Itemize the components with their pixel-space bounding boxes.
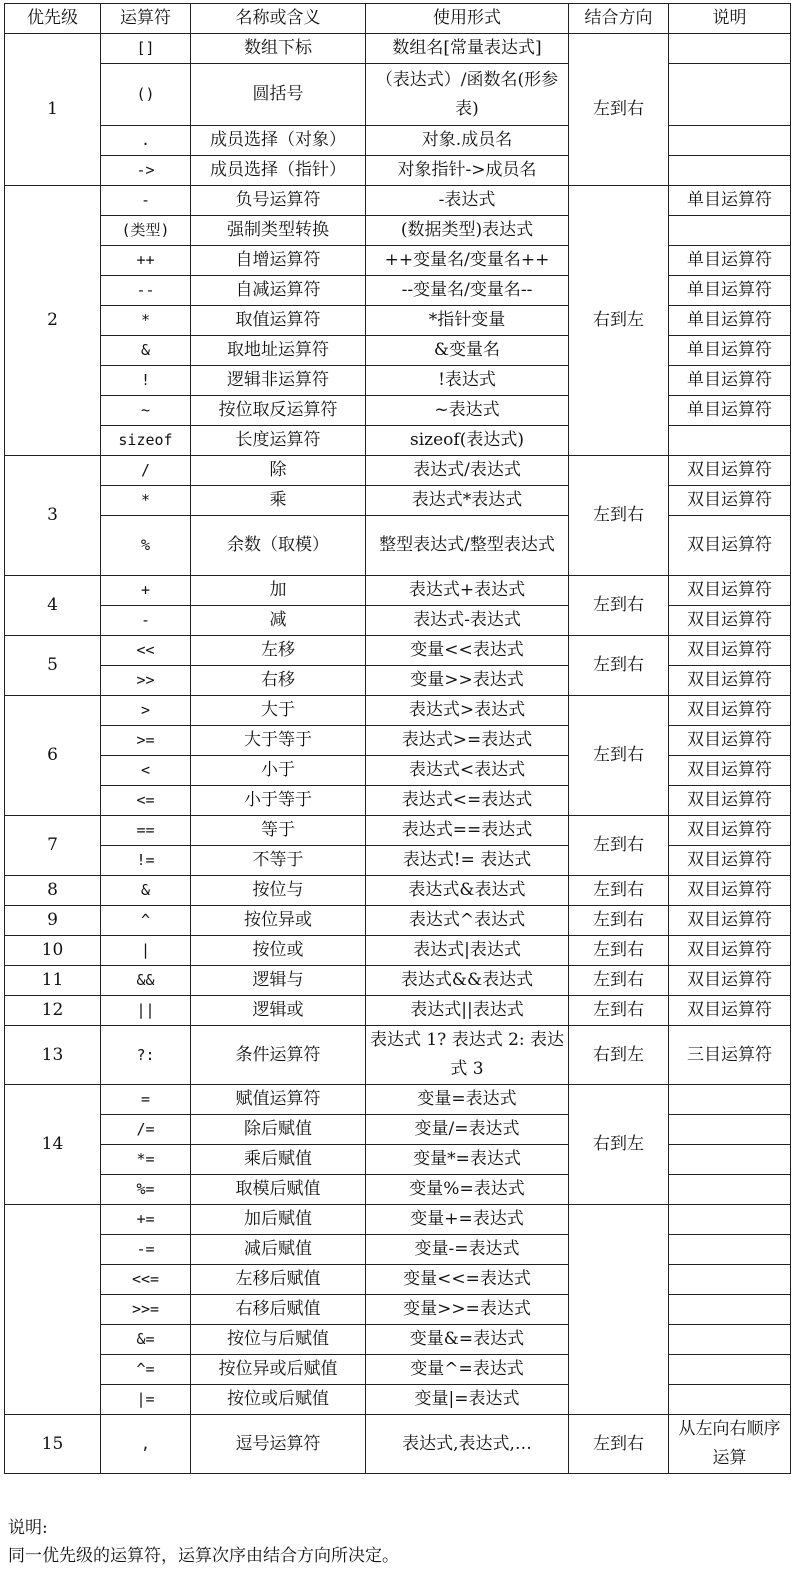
associativity-cell: 左到右 xyxy=(569,936,669,966)
name-cell: 数组下标 xyxy=(191,34,366,64)
table-row xyxy=(5,1265,791,1295)
priority-cell: 13 xyxy=(5,1026,101,1085)
description-cell: 单目运算符 xyxy=(669,366,791,396)
priority-cell: 9 xyxy=(5,906,101,936)
operator-cell: >> xyxy=(101,666,191,696)
table-row xyxy=(5,1085,791,1115)
operator-precedence-table xyxy=(4,3,791,1474)
usage-cell: ~表达式 xyxy=(366,396,569,426)
associativity-cell: 左到右 xyxy=(569,576,669,636)
operator-cell: [] xyxy=(101,34,191,64)
header-name: 名称或含义 xyxy=(191,4,366,34)
associativity-cell: 左到右 xyxy=(569,456,669,576)
usage-cell: -表达式 xyxy=(366,186,569,216)
table-row xyxy=(5,606,791,636)
priority-cell xyxy=(5,1205,101,1415)
description-cell: 三目运算符 xyxy=(669,1026,791,1085)
operator-cell: -= xyxy=(101,1235,191,1265)
usage-cell: 整型表达式/整型表达式 xyxy=(366,516,569,576)
name-cell: 逻辑与 xyxy=(191,966,366,996)
description-cell xyxy=(669,156,791,186)
operator-cell: *= xyxy=(101,1145,191,1175)
operator-cell: + xyxy=(101,576,191,606)
name-cell: 小于等于 xyxy=(191,786,366,816)
operator-cell: += xyxy=(101,1205,191,1235)
table-row xyxy=(5,306,791,336)
usage-cell: *指针变量 xyxy=(366,306,569,336)
priority-cell: 10 xyxy=(5,936,101,966)
usage-cell: 表达式&表达式 xyxy=(366,876,569,906)
priority-cell: 3 xyxy=(5,456,101,576)
associativity-cell: 右到左 xyxy=(569,1026,669,1085)
name-cell: 逻辑或 xyxy=(191,996,366,1026)
operator-cell: . xyxy=(101,126,191,156)
operator-cell: << xyxy=(101,636,191,666)
usage-cell: 变量/=表达式 xyxy=(366,1115,569,1145)
associativity-cell: 左到右 xyxy=(569,906,669,936)
table-row xyxy=(5,1205,791,1235)
operator-cell: > xyxy=(101,696,191,726)
associativity-cell: 左到右 xyxy=(569,696,669,816)
name-cell: 大于 xyxy=(191,696,366,726)
priority-cell: 15 xyxy=(5,1415,101,1474)
operator-cell: & xyxy=(101,336,191,366)
description-cell: 从左向右顺序运算 xyxy=(669,1415,791,1474)
name-cell: 大于等于 xyxy=(191,726,366,756)
description-cell xyxy=(669,1115,791,1145)
name-cell: 除 xyxy=(191,456,366,486)
description-cell xyxy=(669,64,791,126)
name-cell: 按位异或后赋值 xyxy=(191,1355,366,1385)
table-row xyxy=(5,636,791,666)
operator-cell: * xyxy=(101,306,191,336)
name-cell: 逻辑非运算符 xyxy=(191,366,366,396)
usage-cell: sizeof(表达式) xyxy=(366,426,569,456)
name-cell: 不等于 xyxy=(191,846,366,876)
name-cell: 按位与后赋值 xyxy=(191,1325,366,1355)
name-cell: 自减运算符 xyxy=(191,276,366,306)
usage-cell: 变量<<=表达式 xyxy=(366,1265,569,1295)
table-row xyxy=(5,1295,791,1325)
name-cell: 负号运算符 xyxy=(191,186,366,216)
operator-cell: -- xyxy=(101,276,191,306)
operator-cell: ~ xyxy=(101,396,191,426)
header-usage: 使用形式 xyxy=(366,4,569,34)
operator-cell: || xyxy=(101,996,191,1026)
usage-cell: 变量%=表达式 xyxy=(366,1175,569,1205)
operator-cell: * xyxy=(101,486,191,516)
associativity-cell: 右到左 xyxy=(569,1085,669,1205)
priority-cell: 14 xyxy=(5,1085,101,1205)
table-row xyxy=(5,126,791,156)
table-row xyxy=(5,516,791,576)
name-cell: 除后赋值 xyxy=(191,1115,366,1145)
priority-cell: 4 xyxy=(5,576,101,636)
description-cell: 双目运算符 xyxy=(669,726,791,756)
operator-cell: ++ xyxy=(101,246,191,276)
table-row xyxy=(5,846,791,876)
usage-cell: 变量=表达式 xyxy=(366,1085,569,1115)
header-operator: 运算符 xyxy=(101,4,191,34)
associativity-cell xyxy=(569,1205,669,1415)
operator-cell: &= xyxy=(101,1325,191,1355)
description-cell: 双目运算符 xyxy=(669,516,791,576)
description-cell: 双目运算符 xyxy=(669,756,791,786)
usage-cell: 对象.成员名 xyxy=(366,126,569,156)
table-row xyxy=(5,1235,791,1265)
description-cell xyxy=(669,126,791,156)
description-cell xyxy=(669,1175,791,1205)
description-cell: 双目运算符 xyxy=(669,936,791,966)
name-cell: 取值运算符 xyxy=(191,306,366,336)
usage-cell: 变量-=表达式 xyxy=(366,1235,569,1265)
table-row xyxy=(5,756,791,786)
description-cell xyxy=(669,426,791,456)
operator-cell: - xyxy=(101,186,191,216)
description-cell: 双目运算符 xyxy=(669,666,791,696)
table-row xyxy=(5,1145,791,1175)
usage-cell: 表达式>表达式 xyxy=(366,696,569,726)
operator-cell: - xyxy=(101,606,191,636)
operator-cell: ! xyxy=(101,366,191,396)
name-cell: 乘 xyxy=(191,486,366,516)
description-cell: 双目运算符 xyxy=(669,786,791,816)
operator-cell: % xyxy=(101,516,191,576)
operator-cell: >= xyxy=(101,726,191,756)
associativity-cell: 左到右 xyxy=(569,816,669,876)
description-cell: 单目运算符 xyxy=(669,306,791,336)
operator-cell: ^= xyxy=(101,1355,191,1385)
description-cell: 双目运算符 xyxy=(669,456,791,486)
name-cell: 右移后赋值 xyxy=(191,1295,366,1325)
description-cell xyxy=(669,1085,791,1115)
name-cell: 取地址运算符 xyxy=(191,336,366,366)
name-cell: 加后赋值 xyxy=(191,1205,366,1235)
priority-cell: 6 xyxy=(5,696,101,816)
description-cell: 双目运算符 xyxy=(669,486,791,516)
table-row xyxy=(5,34,791,64)
operator-cell: sizeof xyxy=(101,426,191,456)
description-cell xyxy=(669,1235,791,1265)
usage-cell: 表达式>=表达式 xyxy=(366,726,569,756)
description-cell: 双目运算符 xyxy=(669,816,791,846)
description-cell xyxy=(669,1205,791,1235)
table-row xyxy=(5,726,791,756)
priority-cell: 8 xyxy=(5,876,101,906)
operator-cell: () xyxy=(101,64,191,126)
usage-cell: 表达式||表达式 xyxy=(366,996,569,1026)
usage-cell: 表达式==表达式 xyxy=(366,816,569,846)
table-row xyxy=(5,1415,791,1474)
description-cell: 双目运算符 xyxy=(669,846,791,876)
associativity-cell: 左到右 xyxy=(569,966,669,996)
description-cell: 双目运算符 xyxy=(669,876,791,906)
usage-cell: 变量+=表达式 xyxy=(366,1205,569,1235)
name-cell: 按位或后赋值 xyxy=(191,1385,366,1415)
header-description: 说明 xyxy=(669,4,791,34)
operator-cell: >>= xyxy=(101,1295,191,1325)
operator-cell: /= xyxy=(101,1115,191,1145)
name-cell: 按位或 xyxy=(191,936,366,966)
description-cell: 单目运算符 xyxy=(669,186,791,216)
table-row xyxy=(5,456,791,486)
table-row xyxy=(5,336,791,366)
table-row xyxy=(5,1026,791,1085)
description-cell xyxy=(669,1295,791,1325)
usage-cell: 表达式+表达式 xyxy=(366,576,569,606)
header-row xyxy=(5,4,791,34)
table-row xyxy=(5,966,791,996)
usage-cell: 变量<<表达式 xyxy=(366,636,569,666)
usage-cell: 表达式<=表达式 xyxy=(366,786,569,816)
name-cell: 成员选择（对象） xyxy=(191,126,366,156)
description-cell: 双目运算符 xyxy=(669,696,791,726)
operator-cell: <<= xyxy=(101,1265,191,1295)
operator-cell: < xyxy=(101,756,191,786)
description-cell xyxy=(669,216,791,246)
table-row xyxy=(5,996,791,1026)
table-row xyxy=(5,1325,791,1355)
associativity-cell: 左到右 xyxy=(569,876,669,906)
usage-cell: 表达式^表达式 xyxy=(366,906,569,936)
name-cell: 减后赋值 xyxy=(191,1235,366,1265)
table-row xyxy=(5,816,791,846)
name-cell: 左移后赋值 xyxy=(191,1265,366,1295)
footer-text: 同一优先级的运算符，运算次序由结合方向所决定。 xyxy=(8,1546,399,1566)
usage-cell: 变量>>=表达式 xyxy=(366,1295,569,1325)
table-row xyxy=(5,1175,791,1205)
associativity-cell: 左到右 xyxy=(569,636,669,696)
table-row xyxy=(5,936,791,966)
table-row xyxy=(5,276,791,306)
description-cell: 单目运算符 xyxy=(669,276,791,306)
name-cell: 右移 xyxy=(191,666,366,696)
name-cell: 乘后赋值 xyxy=(191,1145,366,1175)
associativity-cell: 右到左 xyxy=(569,186,669,456)
associativity-cell: 左到右 xyxy=(569,996,669,1026)
priority-cell: 12 xyxy=(5,996,101,1026)
footer-heading: 说明: xyxy=(8,1518,48,1538)
table-row xyxy=(5,786,791,816)
usage-cell: （表达式）/函数名(形参表) xyxy=(366,64,569,126)
table-row xyxy=(5,366,791,396)
table-row xyxy=(5,216,791,246)
description-cell: 双目运算符 xyxy=(669,606,791,636)
name-cell: 取模后赋值 xyxy=(191,1175,366,1205)
description-cell: 双目运算符 xyxy=(669,996,791,1026)
operator-cell: <= xyxy=(101,786,191,816)
operator-cell: (类型) xyxy=(101,216,191,246)
name-cell: 减 xyxy=(191,606,366,636)
table-row xyxy=(5,246,791,276)
usage-cell: 表达式 1? 表达式 2: 表达式 3 xyxy=(366,1026,569,1085)
usage-cell: 变量^=表达式 xyxy=(366,1355,569,1385)
name-cell: 逗号运算符 xyxy=(191,1415,366,1474)
name-cell: 赋值运算符 xyxy=(191,1085,366,1115)
header-associativity: 结合方向 xyxy=(569,4,669,34)
priority-cell: 5 xyxy=(5,636,101,696)
usage-cell: 变量&=表达式 xyxy=(366,1325,569,1355)
description-cell: 单目运算符 xyxy=(669,396,791,426)
usage-cell: ++变量名/变量名++ xyxy=(366,246,569,276)
operator-cell: | xyxy=(101,936,191,966)
usage-cell: --变量名/变量名-- xyxy=(366,276,569,306)
description-cell: 单目运算符 xyxy=(669,246,791,276)
operator-cell: -> xyxy=(101,156,191,186)
description-cell xyxy=(669,1325,791,1355)
table-row xyxy=(5,156,791,186)
operator-cell: %= xyxy=(101,1175,191,1205)
operator-cell: , xyxy=(101,1415,191,1474)
usage-cell: 对象指针->成员名 xyxy=(366,156,569,186)
usage-cell: 表达式&&表达式 xyxy=(366,966,569,996)
associativity-cell: 左到右 xyxy=(569,34,669,186)
table-row xyxy=(5,1355,791,1385)
usage-cell: (数据类型)表达式 xyxy=(366,216,569,246)
table-row xyxy=(5,876,791,906)
operator-cell: != xyxy=(101,846,191,876)
name-cell: 成员选择（指针） xyxy=(191,156,366,186)
table-row xyxy=(5,186,791,216)
operator-cell: = xyxy=(101,1085,191,1115)
usage-cell: 数组名[常量表达式] xyxy=(366,34,569,64)
name-cell: 加 xyxy=(191,576,366,606)
table-body xyxy=(5,34,791,1474)
description-cell: 双目运算符 xyxy=(669,966,791,996)
usage-cell: 表达式<表达式 xyxy=(366,756,569,786)
usage-cell: &变量名 xyxy=(366,336,569,366)
name-cell: 条件运算符 xyxy=(191,1026,366,1085)
name-cell: 左移 xyxy=(191,636,366,666)
description-cell xyxy=(669,1145,791,1175)
table-row xyxy=(5,1385,791,1415)
operator-cell: ?: xyxy=(101,1026,191,1085)
priority-cell: 7 xyxy=(5,816,101,876)
description-cell xyxy=(669,1355,791,1385)
associativity-cell: 左到右 xyxy=(569,1415,669,1474)
table-row xyxy=(5,64,791,126)
usage-cell: 表达式*表达式 xyxy=(366,486,569,516)
usage-cell: !表达式 xyxy=(366,366,569,396)
operator-cell: ^ xyxy=(101,906,191,936)
name-cell: 按位与 xyxy=(191,876,366,906)
table-row xyxy=(5,396,791,426)
operator-cell: / xyxy=(101,456,191,486)
name-cell: 余数（取模） xyxy=(191,516,366,576)
description-cell: 双目运算符 xyxy=(669,636,791,666)
table-row xyxy=(5,426,791,456)
description-cell xyxy=(669,1265,791,1295)
operator-cell: |= xyxy=(101,1385,191,1415)
table-row xyxy=(5,576,791,606)
usage-cell: 表达式-表达式 xyxy=(366,606,569,636)
table-row xyxy=(5,906,791,936)
name-cell: 按位异或 xyxy=(191,906,366,936)
usage-cell: 变量*=表达式 xyxy=(366,1145,569,1175)
usage-cell: 变量>>表达式 xyxy=(366,666,569,696)
name-cell: 强制类型转换 xyxy=(191,216,366,246)
usage-cell: 变量|=表达式 xyxy=(366,1385,569,1415)
description-cell: 单目运算符 xyxy=(669,336,791,366)
description-cell xyxy=(669,34,791,64)
usage-cell: 表达式!= 表达式 xyxy=(366,846,569,876)
priority-cell: 2 xyxy=(5,186,101,456)
name-cell: 等于 xyxy=(191,816,366,846)
usage-cell: 表达式|表达式 xyxy=(366,936,569,966)
usage-cell: 表达式/表达式 xyxy=(366,456,569,486)
operator-cell: == xyxy=(101,816,191,846)
operator-cell: & xyxy=(101,876,191,906)
name-cell: 圆括号 xyxy=(191,64,366,126)
description-cell: 双目运算符 xyxy=(669,576,791,606)
table-row xyxy=(5,666,791,696)
description-cell xyxy=(669,1385,791,1415)
name-cell: 小于 xyxy=(191,756,366,786)
description-cell: 双目运算符 xyxy=(669,906,791,936)
table-row xyxy=(5,696,791,726)
table-row xyxy=(5,486,791,516)
table-row xyxy=(5,1115,791,1145)
header-priority: 优先级 xyxy=(5,4,101,34)
operator-cell: && xyxy=(101,966,191,996)
priority-cell: 11 xyxy=(5,966,101,996)
priority-cell: 1 xyxy=(5,34,101,186)
name-cell: 长度运算符 xyxy=(191,426,366,456)
name-cell: 按位取反运算符 xyxy=(191,396,366,426)
name-cell: 自增运算符 xyxy=(191,246,366,276)
usage-cell: 表达式,表达式,… xyxy=(366,1415,569,1474)
